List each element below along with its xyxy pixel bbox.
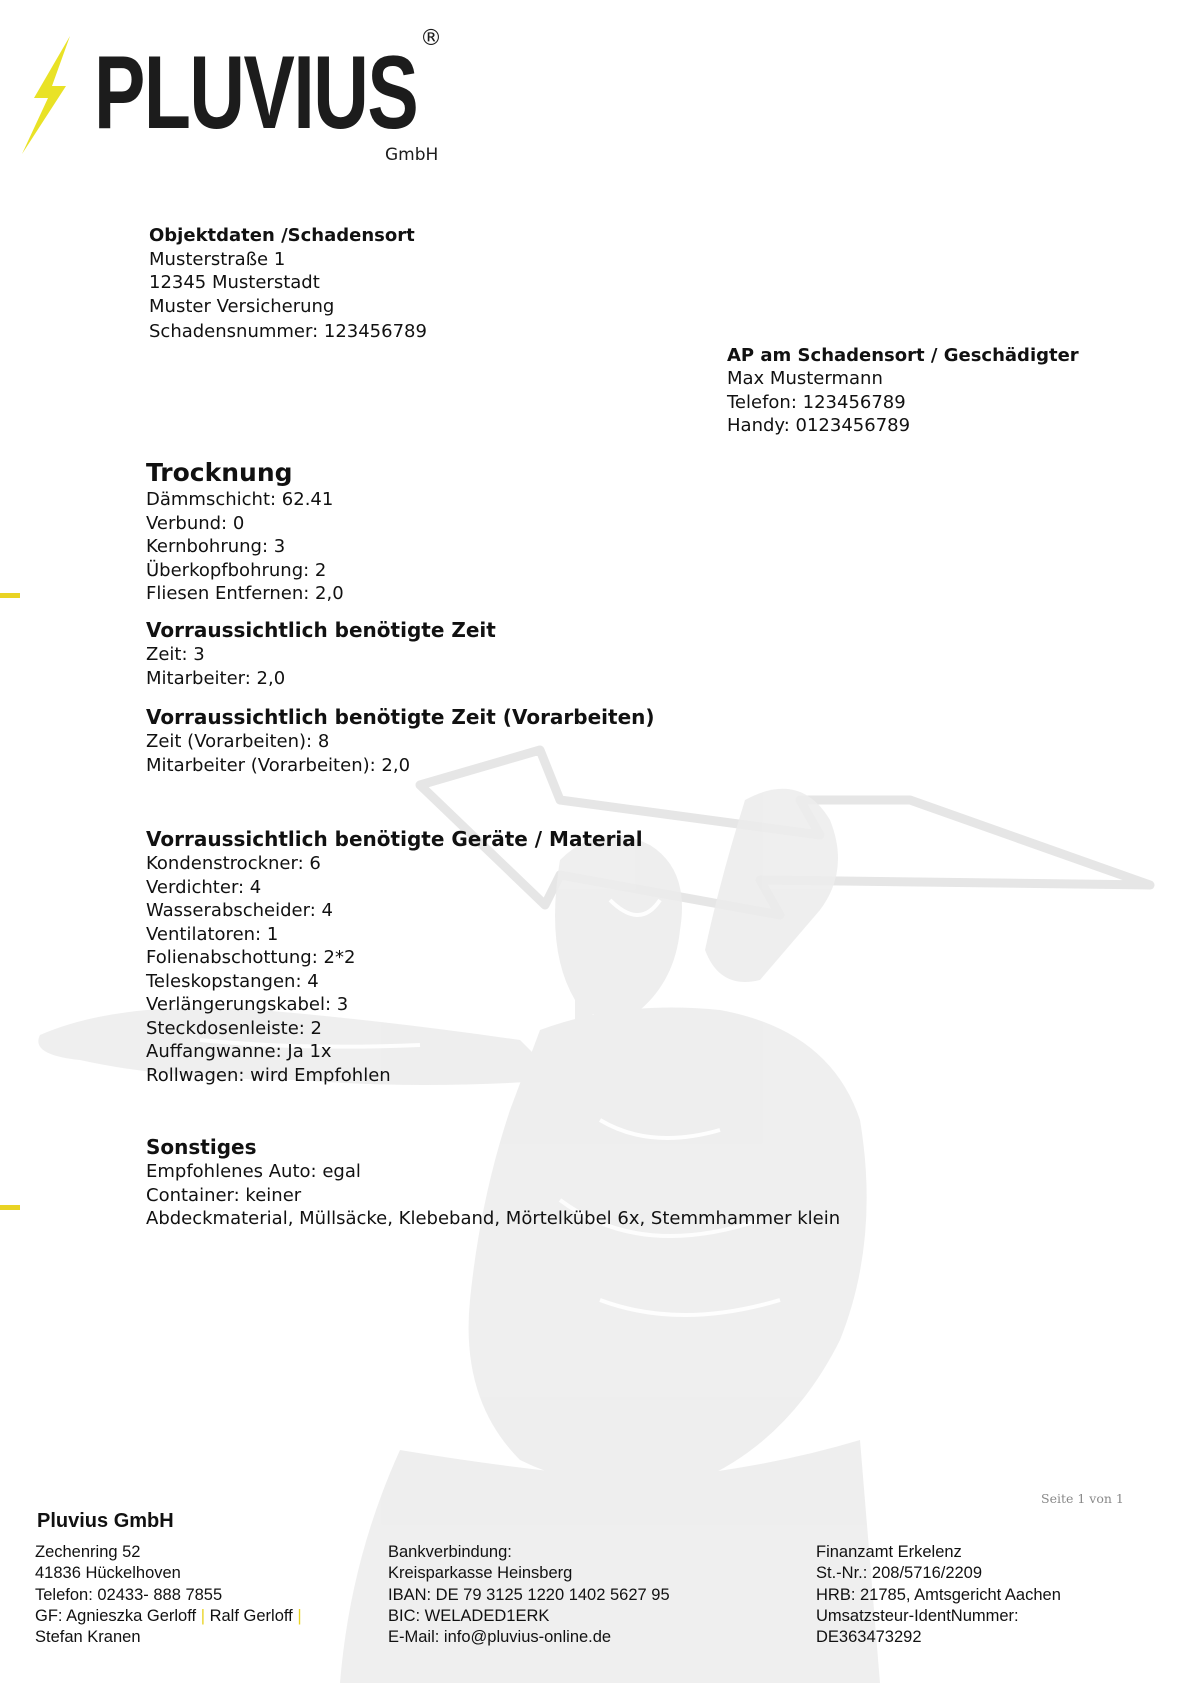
drying-section — [146, 458, 344, 606]
logo-wordmark: PLUVIUS — [94, 35, 418, 151]
footer-line: Umsatzsteur-IdentNummer: — [816, 1606, 1019, 1625]
time-heading: Vorraussichtlich benötigte Zeit — [146, 618, 496, 642]
time-section — [146, 617, 496, 690]
list-item: Folienabschottung: 2*2 — [146, 947, 356, 968]
footer-address — [35, 1542, 302, 1648]
object-data-block — [149, 224, 1190, 344]
list-item: Wasserabscheider: 4 — [146, 900, 333, 921]
manager-name: Stefan Kranen — [35, 1628, 141, 1647]
list-item: Auffangwanne: Ja 1x — [146, 1041, 332, 1062]
fold-mark — [0, 593, 20, 598]
manager-name: GF: Agnieszka Gerloff — [35, 1606, 197, 1625]
list-item: Überkopfbohrung: 2 — [146, 559, 327, 581]
footer-line: Zechenring 52 — [35, 1543, 141, 1561]
contact-name: Max Mustermann — [727, 368, 883, 389]
manager-name: Ralf Gerloff — [209, 1606, 293, 1625]
page-number: Seite 1 von 1 — [1041, 1491, 1124, 1506]
contact-mobile: Handy: 0123456789 — [727, 415, 911, 436]
prework-heading: Vorraussichtlich benötigte Zeit (Vorarbeiten) — [146, 705, 655, 729]
footer-line: Finanzamt Erkelenz — [816, 1543, 962, 1561]
footer-email[interactable]: E-Mail: info@pluvius-online.de — [388, 1628, 612, 1647]
list-item: Steckdosenleiste: 2 — [146, 1017, 323, 1039]
list-item: Fliesen Entfernen: 2,0 — [146, 583, 344, 604]
footer-line: 41836 Hückelhoven — [35, 1564, 181, 1583]
list-item: Zeit: 3 — [146, 644, 205, 665]
object-insurer: Muster Versicherung — [149, 295, 335, 317]
footer-line: BIC: WELADED1ERK — [388, 1606, 550, 1625]
logo-gmbh: GmbH — [385, 145, 439, 165]
list-item: Container: keiner — [146, 1184, 302, 1206]
list-item: Rollwagen: wird Empfohlen — [146, 1064, 391, 1086]
drying-heading: Trocknung — [146, 458, 293, 487]
equipment-section — [146, 826, 643, 1087]
footer-line: IBAN: DE 79 3125 1220 1402 5627 95 — [388, 1585, 670, 1604]
list-item: Ventilatoren: 1 — [146, 923, 279, 945]
object-street: Musterstraße 1 — [149, 248, 286, 270]
separator: | — [200, 1606, 205, 1625]
object-city: 12345 Musterstadt — [149, 272, 320, 293]
contact-phone: Telefon: 123456789 — [727, 391, 906, 413]
contact-heading: AP am Schadensort / Geschädigter — [727, 344, 1079, 366]
footer-line: St.-Nr.: 208/5716/2209 — [816, 1564, 983, 1583]
equipment-heading: Vorraussichtlich benötigte Geräte / Material — [146, 827, 643, 851]
list-item: Mitarbeiter: 2,0 — [146, 667, 286, 689]
list-item: Teleskopstangen: 4 — [146, 970, 319, 992]
footer-line: Bankverbindung: — [388, 1543, 512, 1561]
footer-line: Telefon: 02433- 888 7855 — [35, 1585, 223, 1604]
list-item: Zeit (Vorarbeiten): 8 — [146, 731, 330, 752]
company-logo — [22, 26, 462, 176]
list-item: Empfohlenes Auto: egal — [146, 1161, 361, 1182]
object-data-heading: Objektdaten /Schadensort — [149, 225, 415, 246]
registered-mark: ® — [420, 26, 442, 51]
list-item: Mitarbeiter (Vorarbeiten): 2,0 — [146, 754, 411, 776]
prework-section — [146, 704, 655, 777]
list-item: Kernbohrung: 3 — [146, 536, 286, 557]
claim-number: Schadensnummer: 123456789 — [149, 321, 427, 342]
lightning-bolt-icon — [22, 36, 92, 154]
footer-bank — [388, 1542, 670, 1648]
footer-line: HRB: 21785, Amtsgericht Aachen — [816, 1585, 1061, 1604]
separator: | — [297, 1606, 302, 1625]
list-item: Verlängerungskabel: 3 — [146, 994, 349, 1015]
list-item: Dämmschicht: 62.41 — [146, 489, 334, 510]
list-item: Abdeckmaterial, Müllsäcke, Klebeband, Mörtelkübel 6x, Stemmhammer klein — [146, 1208, 841, 1229]
footer-tax — [816, 1542, 1061, 1648]
list-item: Verdichter: 4 — [146, 876, 262, 898]
misc-heading: Sonstiges — [146, 1135, 257, 1159]
footer-line: Kreisparkasse Heinsberg — [388, 1564, 573, 1583]
list-item: Kondenstrockner: 6 — [146, 853, 321, 874]
fold-mark — [0, 1205, 20, 1210]
footer-managers — [35, 1606, 302, 1627]
footer-company-name: Pluvius GmbH — [37, 1510, 174, 1532]
footer-line: DE363473292 — [816, 1628, 922, 1647]
misc-section — [146, 1134, 840, 1231]
list-item: Verbund: 0 — [146, 512, 245, 534]
contact-block — [727, 344, 1190, 438]
